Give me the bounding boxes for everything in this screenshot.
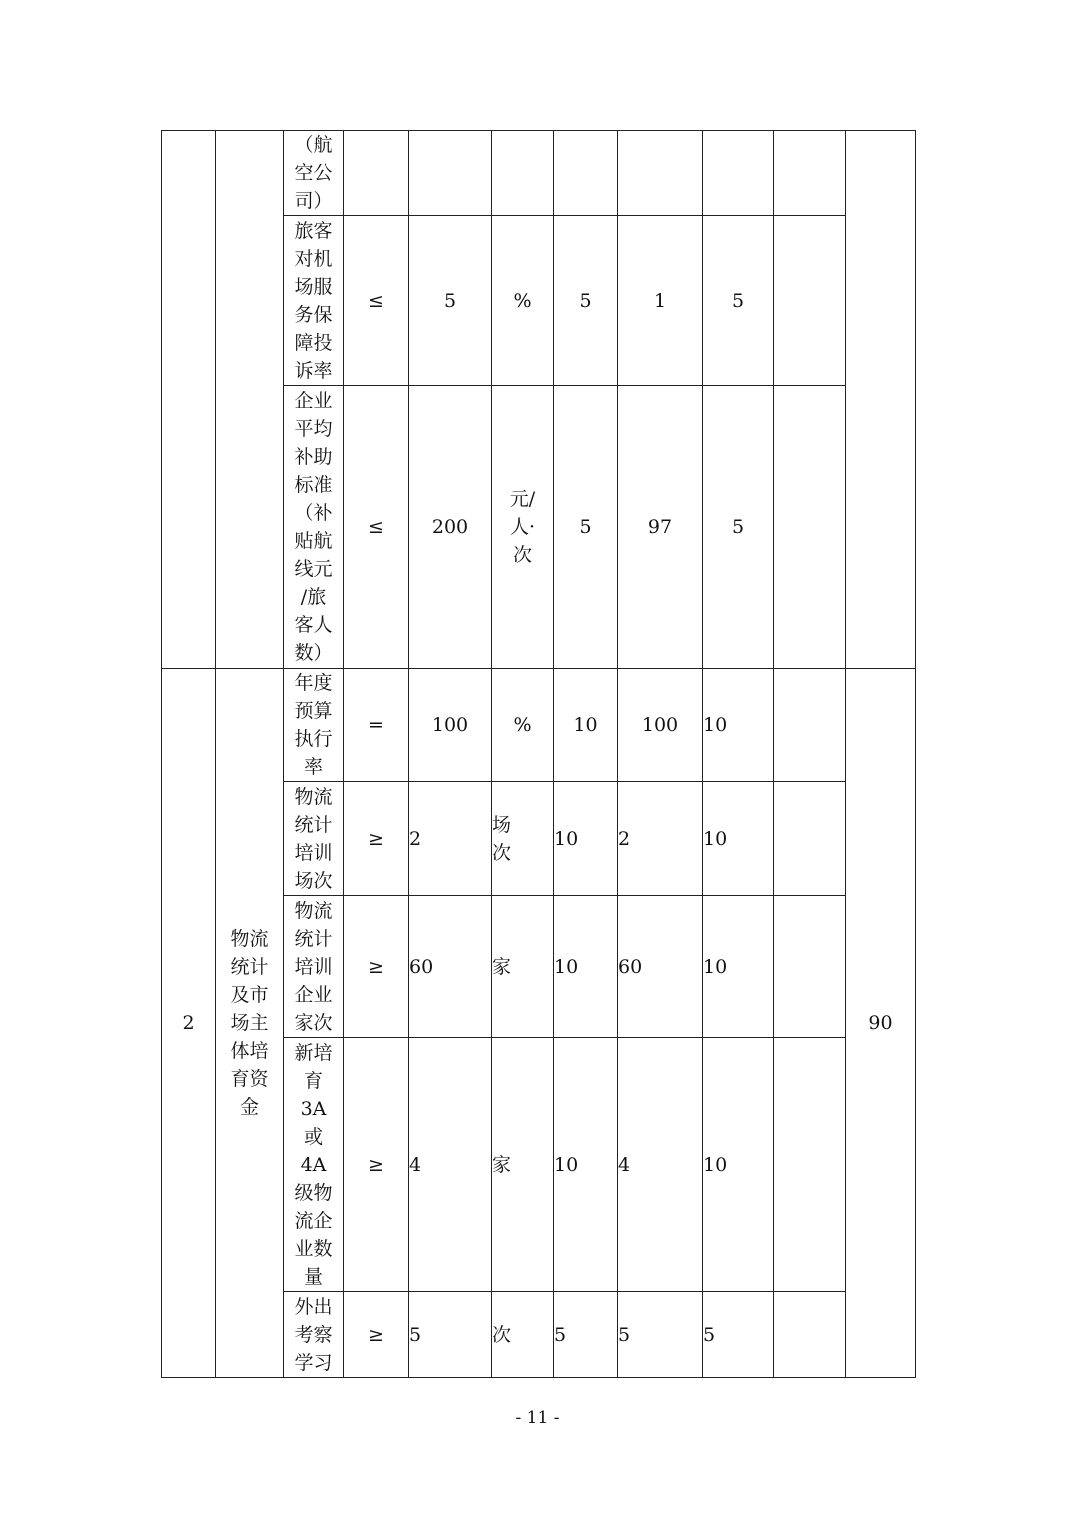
unit-cell: % (492, 669, 554, 782)
target-cell: 5 (409, 216, 492, 386)
note-cell (774, 386, 846, 669)
score-cell: 10 (703, 896, 774, 1038)
weight-cell: 10 (554, 782, 618, 896)
target-cell: 60 (409, 896, 492, 1038)
note-cell (774, 669, 846, 782)
actual-cell: 1 (618, 216, 703, 386)
indicator-name-cell: 企业 平均 补助 标准 （补 贴航 线元 /旅 客人 数） (284, 386, 344, 669)
note-cell (774, 1292, 846, 1378)
group1-index-cell (162, 131, 216, 669)
actual-cell: 100 (618, 669, 703, 782)
weight-cell: 10 (554, 669, 618, 782)
score-cell: 5 (703, 386, 774, 669)
target-cell: 5 (409, 1292, 492, 1378)
operator-cell: = (344, 669, 409, 782)
note-cell (774, 131, 846, 216)
indicator-name-cell: 物流 统计 培训 企业 家次 (284, 896, 344, 1038)
weight-cell: 5 (554, 216, 618, 386)
group1-total-cell (846, 131, 916, 669)
target-cell: 100 (409, 669, 492, 782)
note-cell (774, 216, 846, 386)
target-cell: 4 (409, 1038, 492, 1292)
operator-cell: ≤ (344, 216, 409, 386)
table-row (162, 131, 916, 216)
group1-project-cell (216, 131, 284, 669)
note-cell (774, 1038, 846, 1292)
unit-cell: 元/ 人· 次 (492, 386, 554, 669)
weight-cell: 10 (554, 896, 618, 1038)
unit-cell: 场 次 (492, 782, 554, 896)
indicator-name-cell: 外出 考察 学习 (284, 1292, 344, 1378)
unit-cell: 次 (492, 1292, 554, 1378)
indicator-name-cell: （航 空公 司） (284, 131, 344, 216)
note-cell (774, 896, 846, 1038)
actual-cell: 60 (618, 896, 703, 1038)
actual-cell: 4 (618, 1038, 703, 1292)
weight-cell: 5 (554, 386, 618, 669)
score-cell: 5 (703, 216, 774, 386)
unit-cell (492, 131, 554, 216)
indicator-name-cell: 旅客 对机 场服 务保 障投 诉率 (284, 216, 344, 386)
score-cell: 10 (703, 669, 774, 782)
indicator-name-cell: 新培 育 3A 或 4A 级物 流企 业数 量 (284, 1038, 344, 1292)
score-cell: 10 (703, 782, 774, 896)
score-cell: 5 (703, 1292, 774, 1378)
operator-cell: ≤ (344, 386, 409, 669)
group2-index-cell: 2 (162, 669, 216, 1378)
operator-cell: ≥ (344, 1038, 409, 1292)
indicator-name-cell: 物流 统计 培训 场次 (284, 782, 344, 896)
indicator-name-cell: 年度 预算 执行 率 (284, 669, 344, 782)
actual-cell (618, 131, 703, 216)
performance-table (161, 130, 916, 1378)
unit-cell: 家 (492, 896, 554, 1038)
target-cell: 2 (409, 782, 492, 896)
operator-cell: ≥ (344, 782, 409, 896)
actual-cell: 2 (618, 782, 703, 896)
group2-project-cell: 物流 统计 及市 场主 体培 育资 金 (216, 669, 284, 1378)
weight-cell: 10 (554, 1038, 618, 1292)
operator-cell (344, 131, 409, 216)
actual-cell: 97 (618, 386, 703, 669)
actual-cell: 5 (618, 1292, 703, 1378)
page-number: - 11 - (515, 1408, 560, 1428)
unit-cell: 家 (492, 1038, 554, 1292)
weight-cell (554, 131, 618, 216)
note-cell (774, 782, 846, 896)
operator-cell: ≥ (344, 896, 409, 1038)
target-cell: 200 (409, 386, 492, 669)
weight-cell: 5 (554, 1292, 618, 1378)
group2-total-cell: 90 (846, 669, 916, 1378)
score-cell (703, 131, 774, 216)
unit-cell: % (492, 216, 554, 386)
target-cell (409, 131, 492, 216)
table-row (162, 669, 916, 782)
operator-cell: ≥ (344, 1292, 409, 1378)
score-cell: 10 (703, 1038, 774, 1292)
